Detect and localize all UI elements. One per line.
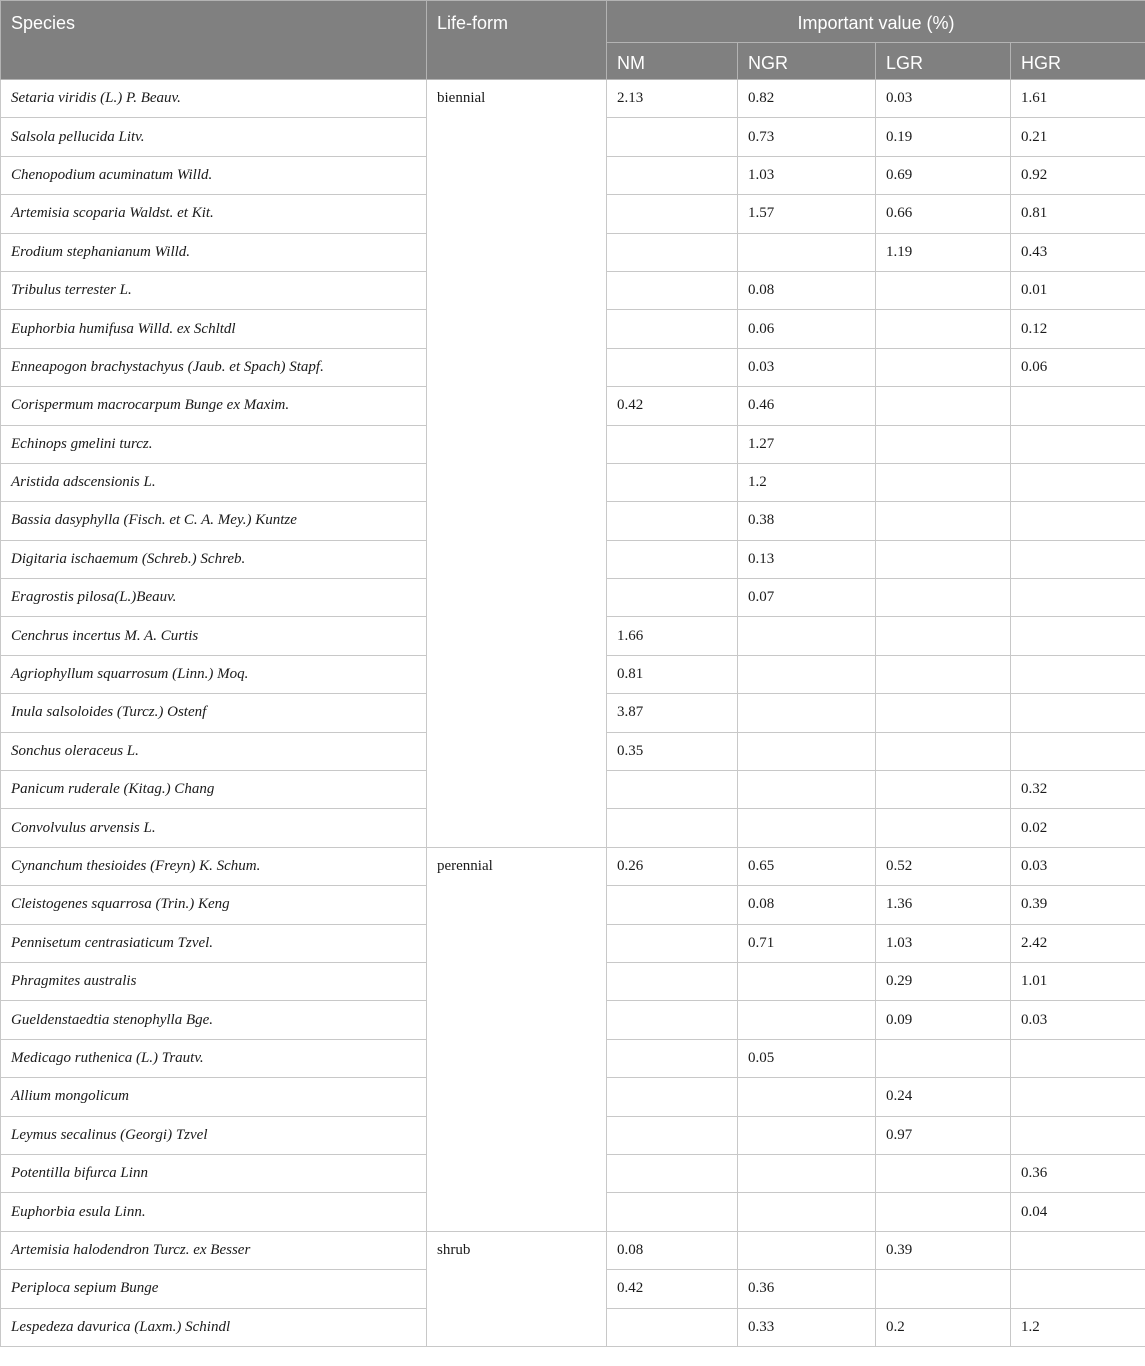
- lgr-value-cell: [876, 310, 1011, 348]
- species-cell: Euphorbia esula Linn.: [1, 1193, 427, 1231]
- species-cell: Bassia dasyphylla (Fisch. et C. A. Mey.) Kuntze: [1, 502, 427, 540]
- hgr-value-cell: [1011, 732, 1145, 770]
- species-cell: Artemisia halodendron Turcz. ex Besser: [1, 1231, 427, 1269]
- hgr-value-cell: [1011, 1039, 1145, 1077]
- hgr-value-cell: 0.43: [1011, 233, 1145, 271]
- nm-value-cell: [607, 886, 738, 924]
- table-body: [1, 80, 1145, 1347]
- lgr-value-cell: [876, 617, 1011, 655]
- ngr-value-cell: 1.2: [738, 463, 876, 501]
- species-cell: Corispermum macrocarpum Bunge ex Maxim.: [1, 387, 427, 425]
- nm-value-cell: 3.87: [607, 694, 738, 732]
- lgr-value-cell: [876, 579, 1011, 617]
- lgr-value-cell: [876, 1039, 1011, 1077]
- nm-value-cell: [607, 1001, 738, 1039]
- species-cell: Chenopodium acuminatum Willd.: [1, 156, 427, 194]
- ngr-value-cell: [738, 1001, 876, 1039]
- species-cell: Periploca sepium Bunge: [1, 1270, 427, 1308]
- hgr-value-cell: [1011, 463, 1145, 501]
- lgr-value-cell: [876, 348, 1011, 386]
- species-cell: Tribulus terrester L.: [1, 271, 427, 309]
- ngr-value-cell: 0.13: [738, 540, 876, 578]
- ngr-value-cell: 0.36: [738, 1270, 876, 1308]
- lgr-value-cell: 0.2: [876, 1308, 1011, 1346]
- nm-value-cell: [607, 540, 738, 578]
- ngr-value-cell: 0.46: [738, 387, 876, 425]
- nm-value-cell: [607, 348, 738, 386]
- hgr-value-cell: 1.2: [1011, 1308, 1145, 1346]
- nm-value-cell: [607, 1116, 738, 1154]
- ngr-value-cell: 0.65: [738, 847, 876, 885]
- ngr-value-cell: [738, 1154, 876, 1192]
- nm-value-cell: [607, 310, 738, 348]
- nm-value-cell: 0.35: [607, 732, 738, 770]
- hgr-value-cell: [1011, 655, 1145, 693]
- lgr-value-cell: 0.66: [876, 195, 1011, 233]
- ngr-value-cell: 0.73: [738, 118, 876, 156]
- lgr-value-cell: [876, 1270, 1011, 1308]
- species-cell: Sonchus oleraceus L.: [1, 732, 427, 770]
- species-cell: Allium mongolicum: [1, 1078, 427, 1116]
- lgr-value-cell: [876, 771, 1011, 809]
- header-life-form: Life-form: [427, 1, 607, 80]
- hgr-value-cell: 0.21: [1011, 118, 1145, 156]
- ngr-value-cell: 0.08: [738, 886, 876, 924]
- lgr-value-cell: [876, 1193, 1011, 1231]
- hgr-value-cell: 0.92: [1011, 156, 1145, 194]
- nm-value-cell: [607, 118, 738, 156]
- species-cell: Enneapogon brachystachyus (Jaub. et Spach) Stapf.: [1, 348, 427, 386]
- species-cell: Aristida adscensionis L.: [1, 463, 427, 501]
- lgr-value-cell: 0.03: [876, 80, 1011, 118]
- ngr-value-cell: [738, 1116, 876, 1154]
- hgr-value-cell: 1.61: [1011, 80, 1145, 118]
- species-cell: Agriophyllum squarrosum (Linn.) Moq.: [1, 655, 427, 693]
- ngr-value-cell: [738, 1193, 876, 1231]
- species-cell: Cleistogenes squarrosa (Trin.) Keng: [1, 886, 427, 924]
- lgr-value-cell: 0.24: [876, 1078, 1011, 1116]
- hgr-value-cell: 0.06: [1011, 348, 1145, 386]
- hgr-value-cell: [1011, 387, 1145, 425]
- hgr-value-cell: 0.81: [1011, 195, 1145, 233]
- ngr-value-cell: [738, 655, 876, 693]
- nm-value-cell: [607, 1078, 738, 1116]
- species-cell: Echinops gmelini turcz.: [1, 425, 427, 463]
- header-ngr: NGR: [738, 43, 876, 80]
- hgr-value-cell: 0.12: [1011, 310, 1145, 348]
- nm-value-cell: [607, 1308, 738, 1346]
- ngr-value-cell: [738, 1231, 876, 1269]
- nm-value-cell: 0.26: [607, 847, 738, 885]
- header-species: Species: [1, 1, 427, 80]
- lgr-value-cell: 0.97: [876, 1116, 1011, 1154]
- species-cell: Medicago ruthenica (L.) Trautv.: [1, 1039, 427, 1077]
- hgr-value-cell: 0.04: [1011, 1193, 1145, 1231]
- hgr-value-cell: 1.01: [1011, 962, 1145, 1000]
- nm-value-cell: [607, 924, 738, 962]
- lgr-value-cell: 0.09: [876, 1001, 1011, 1039]
- table-row: [1, 1231, 1145, 1269]
- nm-value-cell: 2.13: [607, 80, 738, 118]
- nm-value-cell: [607, 962, 738, 1000]
- hgr-value-cell: 0.39: [1011, 886, 1145, 924]
- hgr-value-cell: 2.42: [1011, 924, 1145, 962]
- hgr-value-cell: 0.01: [1011, 271, 1145, 309]
- header-important-value: Important value (%): [607, 1, 1145, 43]
- lgr-value-cell: [876, 502, 1011, 540]
- hgr-value-cell: [1011, 540, 1145, 578]
- ngr-value-cell: 0.05: [738, 1039, 876, 1077]
- nm-value-cell: [607, 1154, 738, 1192]
- nm-value-cell: [607, 156, 738, 194]
- life-form-cell: biennial: [427, 80, 607, 848]
- lgr-value-cell: 1.36: [876, 886, 1011, 924]
- lgr-value-cell: [876, 271, 1011, 309]
- ngr-value-cell: [738, 732, 876, 770]
- lgr-value-cell: [876, 732, 1011, 770]
- lgr-value-cell: 0.52: [876, 847, 1011, 885]
- hgr-value-cell: [1011, 579, 1145, 617]
- species-cell: Eragrostis pilosa(L.)Beauv.: [1, 579, 427, 617]
- species-cell: Cynanchum thesioides (Freyn) K. Schum.: [1, 847, 427, 885]
- ngr-value-cell: [738, 617, 876, 655]
- lgr-value-cell: [876, 387, 1011, 425]
- ngr-value-cell: 0.08: [738, 271, 876, 309]
- nm-value-cell: 0.42: [607, 387, 738, 425]
- nm-value-cell: 0.42: [607, 1270, 738, 1308]
- hgr-value-cell: [1011, 1116, 1145, 1154]
- ngr-value-cell: [738, 1078, 876, 1116]
- lgr-value-cell: [876, 809, 1011, 847]
- ngr-value-cell: 0.38: [738, 502, 876, 540]
- table-header: [1, 1, 1145, 80]
- ngr-value-cell: [738, 809, 876, 847]
- header-hgr: HGR: [1011, 43, 1145, 80]
- hgr-value-cell: 0.03: [1011, 1001, 1145, 1039]
- nm-value-cell: [607, 1193, 738, 1231]
- nm-value-cell: [607, 463, 738, 501]
- hgr-value-cell: [1011, 1270, 1145, 1308]
- hgr-value-cell: [1011, 1231, 1145, 1269]
- species-cell: Convolvulus arvensis L.: [1, 809, 427, 847]
- lgr-value-cell: 1.19: [876, 233, 1011, 271]
- species-cell: Digitaria ischaemum (Schreb.) Schreb.: [1, 540, 427, 578]
- ngr-value-cell: 0.71: [738, 924, 876, 962]
- lgr-value-cell: [876, 540, 1011, 578]
- table-row: [1, 847, 1145, 885]
- lgr-value-cell: 0.39: [876, 1231, 1011, 1269]
- nm-value-cell: 1.66: [607, 617, 738, 655]
- ngr-value-cell: 1.57: [738, 195, 876, 233]
- nm-value-cell: 0.81: [607, 655, 738, 693]
- lgr-value-cell: [876, 655, 1011, 693]
- species-cell: Setaria viridis (L.) P. Beauv.: [1, 80, 427, 118]
- ngr-value-cell: [738, 771, 876, 809]
- nm-value-cell: [607, 425, 738, 463]
- species-cell: Erodium stephanianum Willd.: [1, 233, 427, 271]
- species-cell: Leymus secalinus (Georgi) Tzvel: [1, 1116, 427, 1154]
- table-row: [1, 80, 1145, 118]
- hgr-value-cell: [1011, 425, 1145, 463]
- species-cell: Salsola pellucida Litv.: [1, 118, 427, 156]
- species-cell: Pennisetum centrasiaticum Tzvel.: [1, 924, 427, 962]
- lgr-value-cell: 1.03: [876, 924, 1011, 962]
- ngr-value-cell: [738, 694, 876, 732]
- ngr-value-cell: 0.82: [738, 80, 876, 118]
- hgr-value-cell: 0.03: [1011, 847, 1145, 885]
- lgr-value-cell: 0.19: [876, 118, 1011, 156]
- ngr-value-cell: [738, 962, 876, 1000]
- ngr-value-cell: 0.03: [738, 348, 876, 386]
- species-cell: Artemisia scoparia Waldst. et Kit.: [1, 195, 427, 233]
- lgr-value-cell: [876, 425, 1011, 463]
- nm-value-cell: [607, 579, 738, 617]
- life-form-cell: shrub: [427, 1231, 607, 1346]
- header-lgr: LGR: [876, 43, 1011, 80]
- hgr-value-cell: [1011, 617, 1145, 655]
- hgr-value-cell: [1011, 1078, 1145, 1116]
- lgr-value-cell: 0.69: [876, 156, 1011, 194]
- species-cell: Cenchrus incertus M. A. Curtis: [1, 617, 427, 655]
- nm-value-cell: [607, 771, 738, 809]
- nm-value-cell: [607, 195, 738, 233]
- ngr-value-cell: 1.27: [738, 425, 876, 463]
- ngr-value-cell: 0.06: [738, 310, 876, 348]
- species-cell: Panicum ruderale (Kitag.) Chang: [1, 771, 427, 809]
- nm-value-cell: [607, 809, 738, 847]
- species-cell: Gueldenstaedtia stenophylla Bge.: [1, 1001, 427, 1039]
- species-cell: Inula salsoloides (Turcz.) Ostenf: [1, 694, 427, 732]
- species-cell: Euphorbia humifusa Willd. ex Schltdl: [1, 310, 427, 348]
- lgr-value-cell: [876, 463, 1011, 501]
- nm-value-cell: [607, 502, 738, 540]
- hgr-value-cell: 0.36: [1011, 1154, 1145, 1192]
- ngr-value-cell: 0.07: [738, 579, 876, 617]
- species-cell: Lespedeza davurica (Laxm.) Schindl: [1, 1308, 427, 1346]
- lgr-value-cell: [876, 1154, 1011, 1192]
- hgr-value-cell: [1011, 694, 1145, 732]
- nm-value-cell: [607, 271, 738, 309]
- ngr-value-cell: 0.33: [738, 1308, 876, 1346]
- ngr-value-cell: [738, 233, 876, 271]
- lgr-value-cell: [876, 694, 1011, 732]
- header-nm: NM: [607, 43, 738, 80]
- ngr-value-cell: 1.03: [738, 156, 876, 194]
- lgr-value-cell: 0.29: [876, 962, 1011, 1000]
- species-cell: Phragmites australis: [1, 962, 427, 1000]
- hgr-value-cell: 0.32: [1011, 771, 1145, 809]
- life-form-cell: perennial: [427, 847, 607, 1231]
- nm-value-cell: [607, 233, 738, 271]
- hgr-value-cell: [1011, 502, 1145, 540]
- nm-value-cell: 0.08: [607, 1231, 738, 1269]
- species-cell: Potentilla bifurca Linn: [1, 1154, 427, 1192]
- nm-value-cell: [607, 1039, 738, 1077]
- hgr-value-cell: 0.02: [1011, 809, 1145, 847]
